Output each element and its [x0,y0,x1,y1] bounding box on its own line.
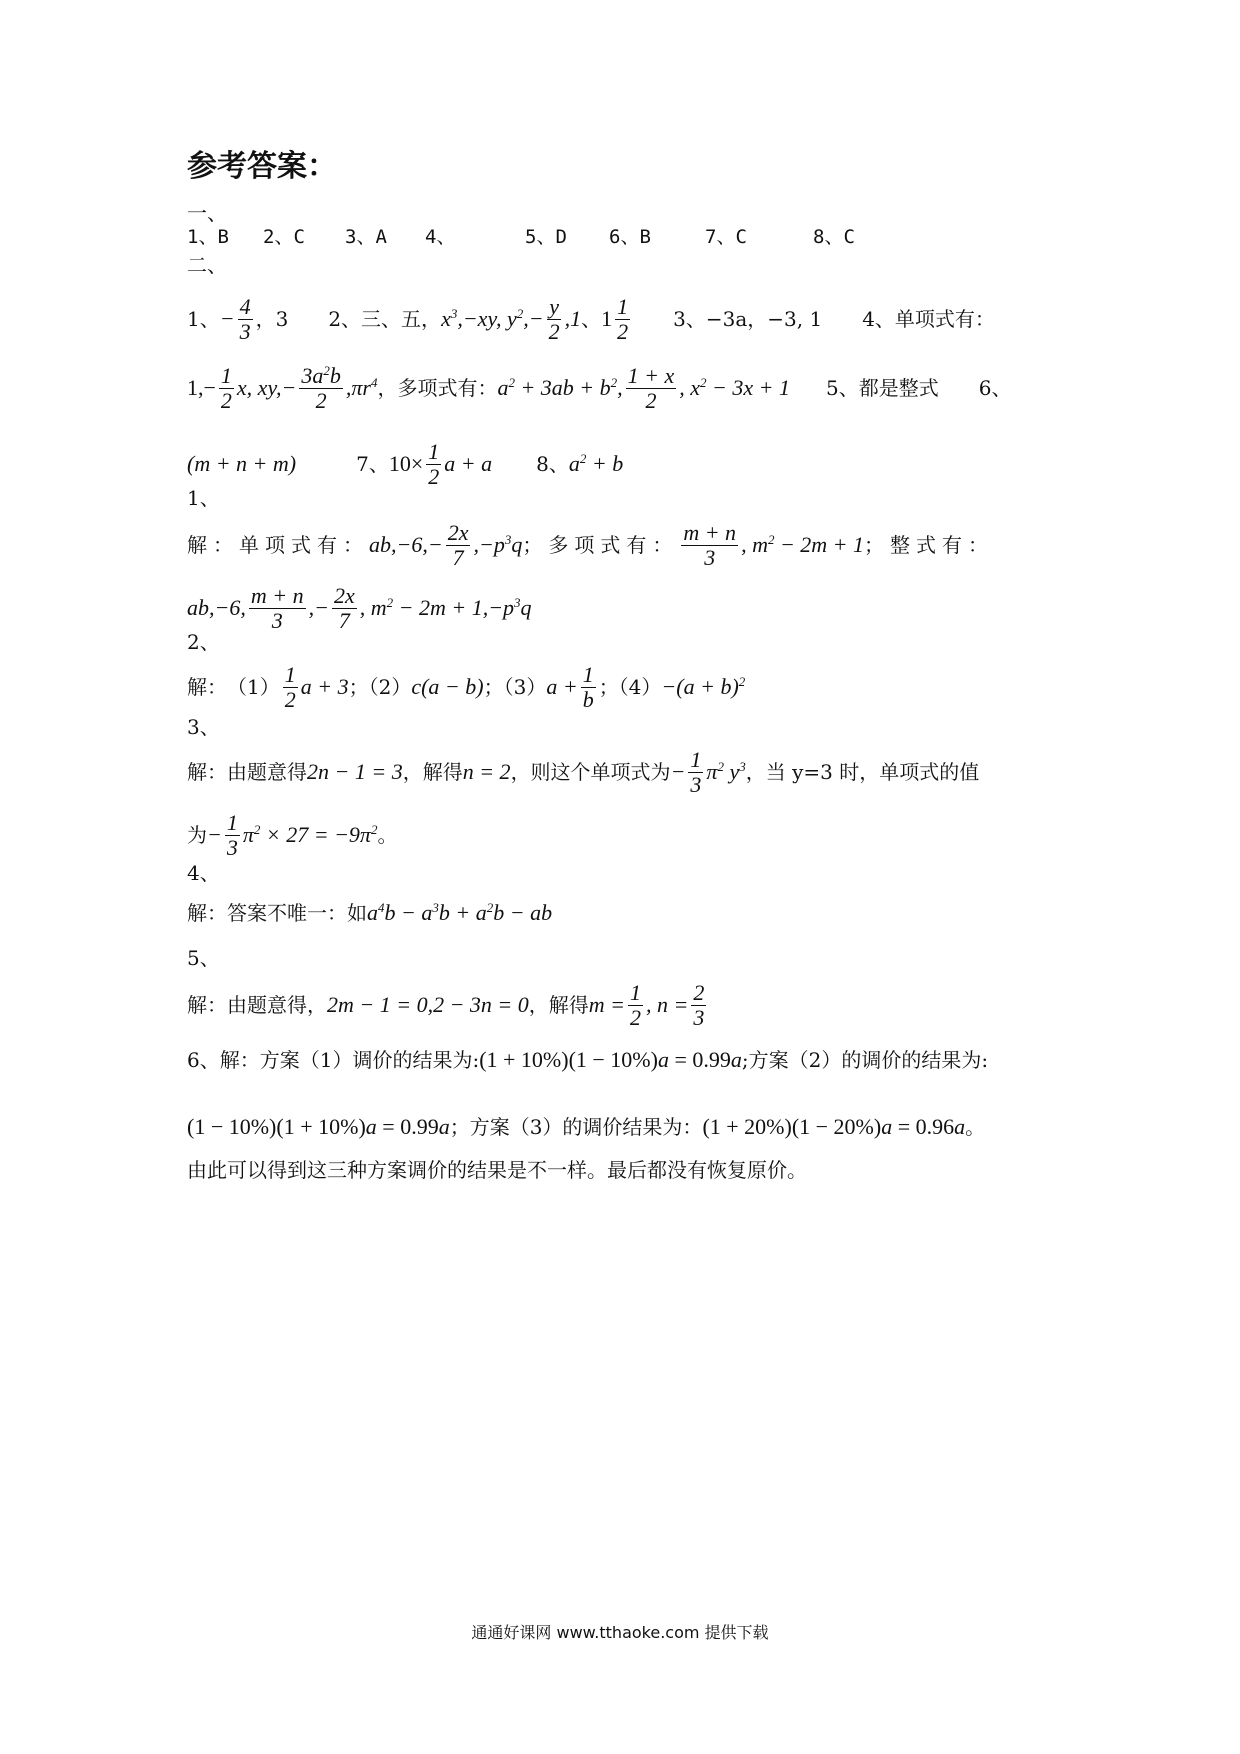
footer-source: 通通好课网 www.tthaoke.com 提供下载 [471,1623,769,1642]
p1-poly-label: ；多项式有： [522,533,679,557]
q1-tail: ，3 [255,307,289,331]
problem-5-line: 解：由题意得， 2m − 1 = 0,2 − 3n = 0 ，解得 m = $\frac{1}{2}$ , n = $\frac{2}{3}$ [187,979,705,1030]
fraction: $\frac{1}{2}$ [617,293,629,344]
q3-value: −3a，−3, 1 [705,307,823,331]
choice-answer: 8、C [813,226,855,248]
fill-answers-line-2: 1,− $\frac{1}{2}$ x, xy,− $\frac{3a^2b}{2}$ $,\pi r^4$ ， 多项式有： $a^2 + 3ab + b^2$, $\frac{1 + x}{2}$ , $x^2 - 3x + 1$ 5、都是整式 6、 [187,362,1012,413]
fraction: $\frac{1}{2}$ [428,438,440,489]
p6-text: 6、解：方案（1）调价的结果为: [187,1048,480,1072]
fraction: $\frac{1}{2}$ [630,979,642,1030]
p2-part: ；（3） [483,675,547,699]
choice-answer: 6、B [609,226,651,248]
problem-5-label: 5、 [187,946,220,970]
p3-text: ，则这个单项式为 [510,760,671,784]
problem-2-label: 2、 [187,630,220,654]
fraction: $\frac{1}{b}$ [582,661,594,712]
choice-answer: 7、C [705,226,747,248]
p3-text: ，解得 [402,760,463,784]
fraction: $\frac{4}{3}$ [239,293,251,344]
problem-3-line-1: 解：由题意得 2n − 1 = 3 ，解得 n = 2 ，则这个单项式为 − $\frac{1}{3}$ $\pi^2$ $y^3$ ，当 y=3 时，单项式的值 [187,746,980,797]
problem-3-label: 3、 [187,715,220,739]
q2-label: 2、三、五， [328,307,442,331]
section-2-heading: 二、 [187,253,227,277]
fraction: $\frac{y}{2}$ [548,293,560,344]
fraction: $\frac{1}{2}$ [220,362,232,413]
p3-text: ，当 y=3 时，单项式的值 [745,760,980,784]
q4-label: 4、单项式有： [862,307,995,331]
p2-part: （1） [227,675,280,699]
page-title: 参考答案： [187,149,337,184]
choice-answer: 3、A [345,226,387,248]
q3-label: 3、 [673,307,706,331]
q6-label: 6、 [978,376,1012,400]
p6-text: ;方案（2）的调价的结果为: [741,1048,989,1072]
p1-mono-label: 解：单项式有： [187,533,369,557]
choice-answer: 2、C [263,226,305,248]
fraction: $\frac{2x}{7}$ [447,519,469,570]
choice-answers [187,222,1057,252]
problem-1-line-1: 解：单项式有： ab,−6,− $\frac{2x}{7}$ $,-p^3q$ ；多项式有： $\frac{m + n}{3}$ , $m^2 - 2m + 1$ ；整式有： [187,519,995,570]
fill-answers-line-1: 1、 − $\frac{4}{3}$ ，3 2、三、五， $x^3,-xy$, $y^2,-$ $\frac{y}{2}$ ,1 、 1 $\frac{1}{2}$ 3、 −3a，−3, 1 4、单项式有： [187,293,995,344]
p4-text: 解：答案不唯一：如 [187,901,367,925]
problem-6-line-1: 6、解：方案（1）调价的结果为: (1 + 10%)(1 − 10%)a = 0.99a ;方案（2）的调价的结果为: [187,1040,1057,1080]
p3-text: 。 [377,823,398,847]
problem-2-line: 解： （1） $\frac{1}{2}$ a + 3 ；（2） c(a − b) ；（3） a + $\frac{1}{b}$ ；（4） $-(a + b)^2$ [187,661,746,712]
choice-answer: 4、 [425,226,456,248]
q5-text: 5、都是整式 [826,376,939,400]
q7-label: 7、 [356,452,389,476]
p2-sol: 解： [187,675,227,699]
problem-6-conclusion: 由此可以得到这三种方案调价的结果是不一样。最后都没有恢复原价。 [187,1158,807,1182]
q4-poly-label: 多项式有： [397,376,498,400]
problem-1-label: 1、 [187,486,220,510]
fraction: $\frac{2x}{7}$ [333,582,355,633]
q8-label: 8、 [536,452,569,476]
p5-text: 解：由题意得， [187,993,327,1017]
choice-answer: 1、B [187,226,229,248]
fraction: $\frac{1}{3}$ [690,746,702,797]
p1-int-label: ；整式有： [864,533,995,557]
p3-text: 为 [187,823,207,847]
fraction: $\frac{m + n}{3}$ [250,582,304,633]
fill-answers-line-3: (m + n + m) 7、 10× $\frac{1}{2}$ a + a 8、 $a^2 + b$ [187,438,624,489]
choice-answer: 5、D [525,226,567,248]
problem-1-line-2: ab,−6, $\frac{m + n}{3}$ ,− $\frac{2x}{7}$ , $m^2 - 2m + 1,-p^3q$ [187,582,532,633]
fraction: $\frac{2}{3}$ [693,979,705,1030]
fraction: $\frac{3a^2b}{2}$ [301,362,341,413]
p2-part: ；（4） [598,675,662,699]
p6-text: 。 [965,1115,986,1139]
fraction: $\frac{1}{3}$ [226,809,238,860]
section-1-heading: 一、 [187,201,227,225]
fraction: $\frac{1}{2}$ [284,661,296,712]
problem-3-line-2: 为 − $\frac{1}{3}$ $\pi^2 \times 27 = -9\pi^2$ 。 [187,809,398,860]
fraction: $\frac{1 + x}{2}$ [627,362,675,413]
problem-4-line: 解：答案不唯一：如 $a^4b - a^3b + a^2b$ − ab [187,893,1057,933]
problem-4-label: 4、 [187,861,220,885]
fraction: $\frac{m + n}{3}$ [683,519,737,570]
p2-part: ；（2） [348,675,412,699]
p5-text: ，解得 [528,993,589,1017]
problem-6-line-2: (1 − 10%)(1 + 10%)a = 0.99a ；方案（3）的调价结果为： (1 + 20%)(1 − 20%)a = 0.96a 。 [187,1107,1057,1147]
p3-text: 解：由题意得 [187,760,307,784]
q1-label: 1、 [187,307,220,331]
p6-text: ；方案（3）的调价结果为： [449,1115,703,1139]
